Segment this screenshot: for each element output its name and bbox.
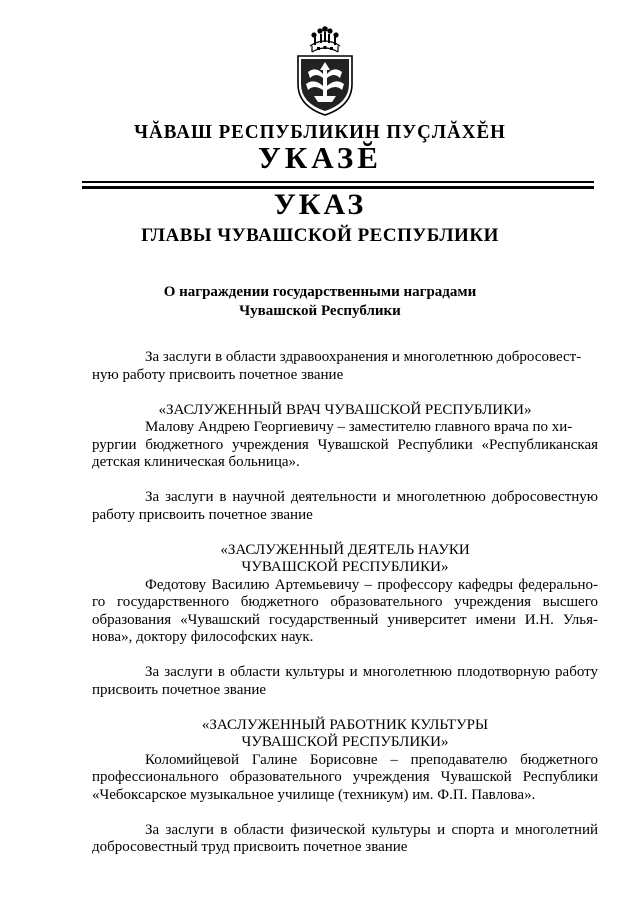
award-line: детская клиническая больница». bbox=[92, 454, 300, 470]
decree-subject bbox=[0, 283, 640, 321]
intro-line: присвоить почетное звание bbox=[92, 681, 267, 698]
subject-line: О награждении государственными наградами bbox=[163, 284, 477, 300]
intro-line: За заслуги в области культуры и многолетнюю плодотворную работу bbox=[145, 664, 598, 680]
decree-subtitle: ГЛАВЫ ЧУВАШСКОЙ РЕСПУБЛИКИ bbox=[141, 225, 499, 246]
award-title-line: «ЗАСЛУЖЕННЫЙ ДЕЯТЕЛЬ НАУКИ bbox=[220, 541, 470, 558]
award-line: образования «Чувашский государственный университет имени И.Н. Улья- bbox=[92, 611, 598, 628]
award-line: нова», доктору философских наук. bbox=[92, 629, 314, 645]
award-title-line: ЧУВАШСКОЙ РЕСПУБЛИКИ» bbox=[241, 734, 449, 750]
chuvash-header-line: ЧĂВАШ РЕСПУБЛИКИН ПУÇЛĂХĔН bbox=[134, 121, 506, 144]
decree-title: УКАЗ bbox=[273, 188, 367, 221]
intro-line: добросовестный труд присвоить почетное звание bbox=[92, 839, 408, 855]
award-line: Коломийцевой Галине Борисовне – преподавателю бюджетного bbox=[145, 751, 598, 768]
decree-body bbox=[92, 349, 598, 857]
intro-line: ную работу присвоить почетное звание bbox=[92, 366, 344, 383]
intro-line: За заслуги в научной деятельности и многолетнюю добросовестную bbox=[145, 489, 598, 505]
award-line: го государственного бюджетного образовательного учреждения высшего bbox=[92, 594, 598, 610]
intro-line: За заслуги в области физической культуры и спорта и многолетний bbox=[145, 821, 598, 838]
award-title-line: «ЗАСЛУЖЕННЫЙ РАБОТНИК КУЛЬТУРЫ bbox=[201, 716, 489, 733]
award-line: Федотову Василию Артемьевичу – профессору кафедры федерально- bbox=[145, 576, 598, 593]
subject-line: Чувашской Республики bbox=[239, 303, 401, 319]
award-line: «Чебоксарское музыкальное училище (техникум) им. Ф.П. Павлова». bbox=[92, 786, 536, 803]
header-divider-thin bbox=[82, 181, 594, 183]
award-line: Малову Андрею Георгиевичу – заместителю главного врача по хи- bbox=[145, 419, 573, 435]
chuvash-decree-title: УКАЗĔ bbox=[258, 140, 382, 175]
award-title-line: ЧУВАШСКОЙ РЕСПУБЛИКИ» bbox=[241, 559, 449, 575]
award-title-line: «ЗАСЛУЖЕННЫЙ ВРАЧ ЧУВАШСКОЙ РЕСПУБЛИКИ» bbox=[158, 401, 532, 418]
award-line: профессионального образовательного учреждения Чувашской Республики bbox=[92, 769, 598, 785]
chuvash-coat-of-arms-icon bbox=[292, 22, 358, 118]
intro-line: За заслуги в области здравоохранения и многолетнюю добросовест- bbox=[145, 349, 582, 365]
intro-line: работу присвоить почетное звание bbox=[92, 506, 313, 523]
award-line: рургии бюджетного учреждения Чувашской Республики «Республиканская bbox=[92, 436, 598, 453]
